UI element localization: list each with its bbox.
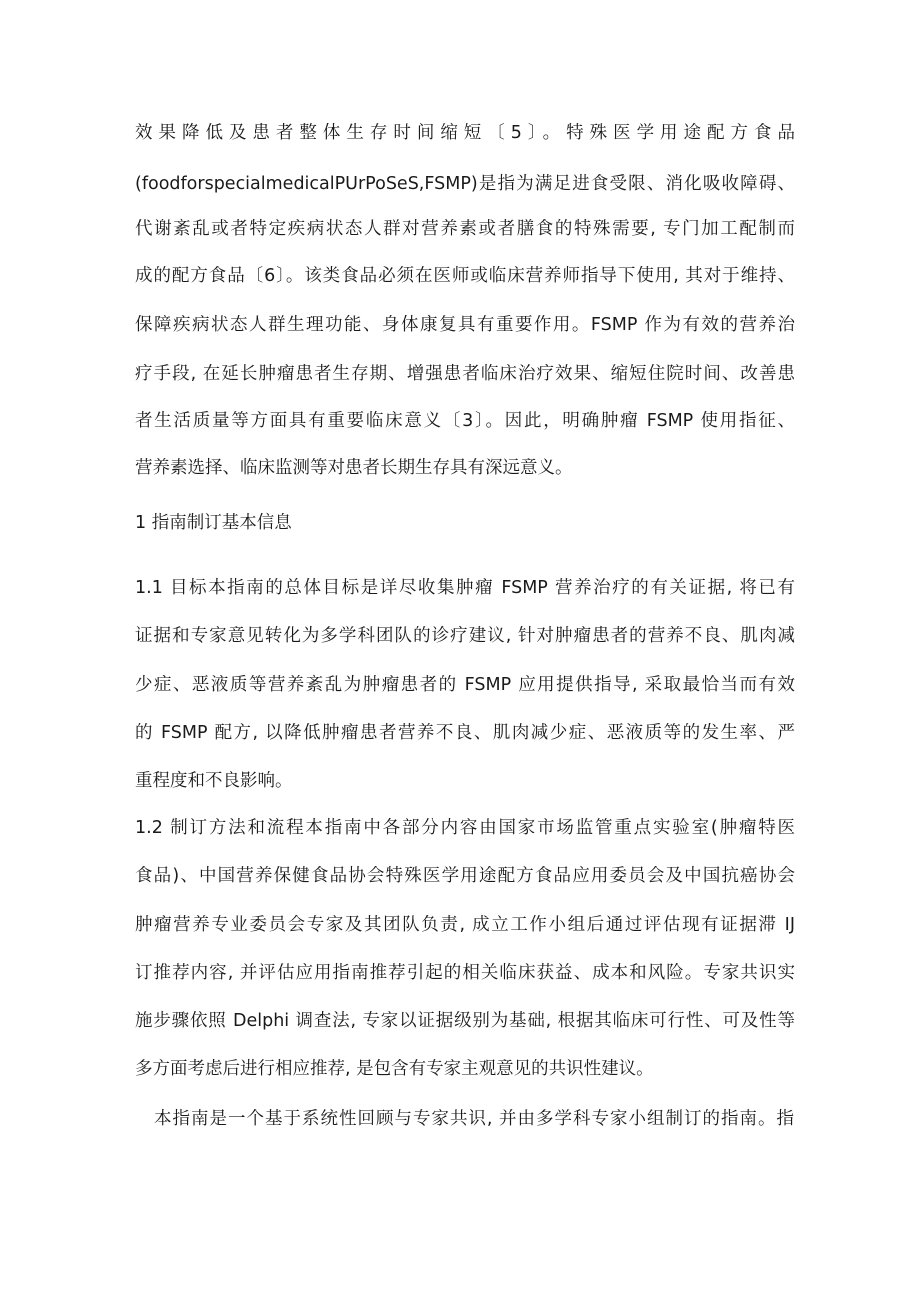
paragraph-line: 少症、恶液质等营养紊乱为肿瘤患者的 FSMP 应用提供指导, 采取最恰当而有效 <box>135 675 795 695</box>
paragraph-line: 施步骤依照 Delphi 调查法, 专家以证据级别为基础, 根据其临床可行性、可及性等 <box>135 1011 795 1031</box>
paragraph-line: 多方面考虑后进行相应推荐, 是包含有专家主观意见的共识性建议。 <box>135 1059 654 1079</box>
paragraph-line: 疗手段, 在延长肿瘤患者生存期、增强患者临床治疗效果、缩短住院时间、改善患 <box>135 364 795 384</box>
paragraph-line: 保障疾病状态人群生理功能、身体康复具有重要作用。FSMP 作为有效的营养治 <box>135 315 795 335</box>
paragraph-line: 肿瘤营养专业委员会专家及其团队负责, 成立工作小组后通过评估现有证据滞 IJ <box>135 915 795 935</box>
paragraph-line: (foodforspecialmedicalPUrPoSeS,FSMP)是指为满足进食受限、消化吸收障碍、 <box>135 174 795 194</box>
paragraph-line: 重程度和不良影响。 <box>135 771 293 791</box>
paragraph-line: 订推荐内容, 并评估应用指南推荐引起的相关临床获益、成本和风险。专家共识实 <box>135 963 795 983</box>
paragraph-line: 效果降低及患者整体生存时间缩短〔5〕。特殊医学用途配方食品 <box>135 123 795 143</box>
paragraph-line: 的 FSMP 配方, 以降低肿瘤患者营养不良、肌肉减少症、恶液质等的发生率、严 <box>135 723 795 743</box>
paragraph-line: 营养素选择、临床监测等对患者长期生存具有深远意义。 <box>135 458 573 478</box>
paragraph-line: 1.2 制订方法和流程本指南中各部分内容由国家市场监管重点实验室(肿瘤特医 <box>135 818 795 838</box>
paragraph-line: 本指南是一个基于系统性回顾与专家共识, 并由多学科专家小组制订的指南。指 <box>154 1109 794 1129</box>
paragraph-line: 证据和专家意见转化为多学科团队的诊疗建议, 针对肿瘤患者的营养不良、肌肉减 <box>135 626 795 646</box>
paragraph-line: 代谢紊乱或者特定疾病状态人群对营养素或者膳食的特殊需要, 专门加工配制而 <box>135 219 795 239</box>
section-heading: 1 指南制订基本信息 <box>135 513 292 533</box>
paragraph-line: 成的配方食品〔6〕。该类食品必须在医师或临床营养师指导下使用, 其对于维持、 <box>135 266 795 286</box>
paragraph-line: 者生活质量等方面具有重要临床意义〔3〕。因此，明确肿瘤 FSMP 使用指征、 <box>135 411 795 431</box>
paragraph-line: 1.1 目标本指南的总体目标是详尽收集肿瘤 FSMP 营养治疗的有关证据, 将已有 <box>135 578 795 598</box>
paragraph-line: 食品)、中国营养保健食品协会特殊医学用途配方食品应用委员会及中国抗癌协会 <box>135 866 795 886</box>
